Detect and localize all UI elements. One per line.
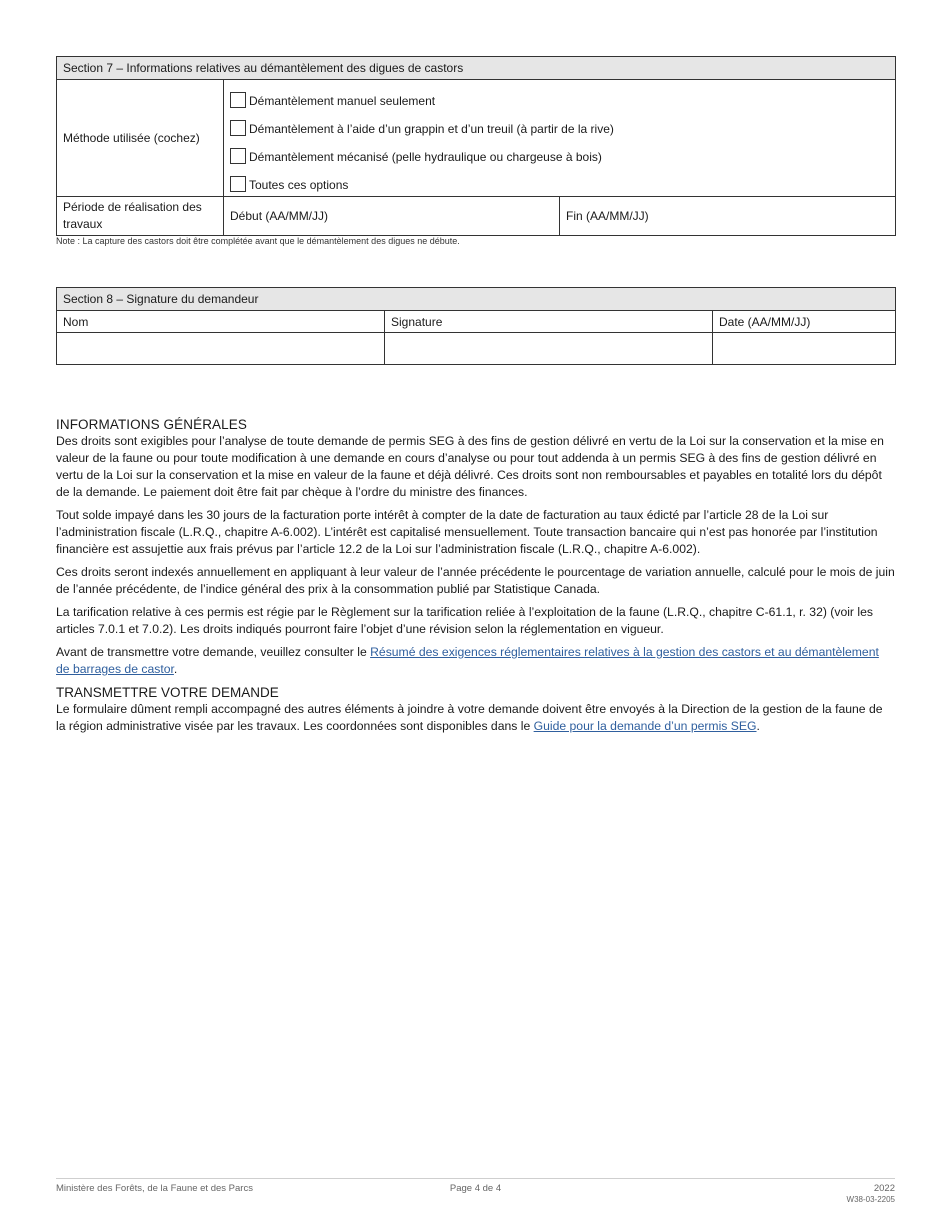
option-all	[230, 164, 889, 192]
name-input[interactable]	[63, 333, 378, 364]
form-code: W38-03-2205	[846, 1195, 895, 1204]
section-7-table	[56, 56, 896, 236]
consult-prefix: Avant de transmettre votre demande, veuillez consulter le	[56, 645, 371, 659]
consult-paragraph	[56, 644, 895, 678]
transmit-heading: TRANSMETTRE VOTRE DEMANDE	[56, 685, 279, 700]
general-information	[56, 416, 895, 684]
interest-paragraph: Tout solde impayé dans les 30 jours de la facturation porte intérêt à compter de la date de facturation au taux édicté par l’article 28 de la Loi sur l’administration fiscale (L.R.Q., chapitre A-6.002). L’intérêt est capitalisé mensuellement. Toute transaction bancaire qui n’est pas honorée par l’institution financière est assujettie aux frais prévus par l’article 12.2 de la Loi sur l’administration fiscale (L.R.Q., chapitre A-6.002).	[56, 508, 878, 556]
option-mechanized-label: Démantèlement mécanisé (pelle hydraulique ou chargeuse à bois)	[249, 150, 602, 164]
method-label: Méthode utilisée (cochez)	[57, 80, 224, 197]
regulatory-summary-link[interactable]: Résumé des exigences réglementaires relatives à la gestion des castors et au démantèlement de barrages de castor	[56, 645, 879, 676]
transmit-suffix: .	[756, 719, 760, 733]
method-options	[224, 80, 896, 197]
transmit-section	[56, 684, 895, 735]
transmit-prefix: Le formulaire dûment rempli accompagné des autres éléments à joindre à votre demande doivent être envoyés à la Direction de la gestion de la faune de la région administrative visée par les travaux. Les coordonnées sont disponibles dans le	[56, 702, 883, 733]
section-7-note: Note : La capture des castors doit être complétée avant que le démantèlement des digues ne débute.	[56, 236, 460, 246]
section-7-title: Section 7 – Informations relatives au démantèlement des digues de castors	[57, 57, 896, 80]
period-label: Période de réalisation des travaux	[57, 197, 224, 236]
checkbox-grapple[interactable]	[230, 120, 246, 136]
ministry-name: Ministère des Forêts, de la Faune et des Parcs	[56, 1183, 253, 1194]
general-information-heading: INFORMATIONS GÉNÉRALES	[56, 417, 247, 432]
date-input[interactable]	[719, 333, 889, 364]
seg-guide-link[interactable]: Guide pour la demande d’un permis SEG	[533, 719, 757, 733]
date-column-label: Date (AA/MM/JJ)	[713, 311, 896, 333]
option-manual	[230, 84, 889, 108]
option-mechanized	[230, 136, 889, 164]
signature-column-label: Signature	[385, 311, 713, 333]
section-8-table	[56, 287, 896, 365]
footer-right	[847, 1183, 895, 1205]
indexation-paragraph: Ces droits seront indexés annuellement en appliquant à leur valeur de l’année précédente le pourcentage de variation annuelle, calculé pour le mois de juin de l’année précédente, de l’indice général des prix à la consommation publié par Statistique Canada.	[56, 565, 895, 596]
transmit-paragraph	[56, 701, 895, 735]
signature-input[interactable]	[391, 333, 706, 364]
start-date-field[interactable]: Début (AA/MM/JJ)	[224, 197, 560, 236]
option-grapple-label: Démantèlement à l’aide d’un grappin et d’un treuil (à partir de la rive)	[249, 122, 614, 136]
option-manual-label: Démantèlement manuel seulement	[249, 94, 436, 108]
checkbox-all[interactable]	[230, 176, 246, 192]
form-year: 2022	[873, 1183, 895, 1194]
page-number: Page 4 de 4	[449, 1183, 502, 1194]
checkbox-mechanized[interactable]	[230, 148, 246, 164]
end-date-field[interactable]: Fin (AA/MM/JJ)	[560, 197, 896, 236]
fees-paragraph: Des droits sont exigibles pour l’analyse de toute demande de permis SEG à des fins de gestion délivré en vertu de la Loi sur la conservation et la mise en valeur de la faune ou pour toute modification à une demande en cours d’analyse ou pour tout addenda à un permis SEG à des fins de gestion délivré en vertu de la Loi sur la conservation et la mise en valeur de la faune et déjà délivré. Ces droits sont non remboursables et payables en totalité lors du dépôt de la demande. Le paiement doit être fait par chèque à l’ordre du ministre des finances.	[56, 434, 884, 499]
option-grapple	[230, 108, 889, 136]
name-column-label: Nom	[57, 311, 385, 333]
checkbox-manual[interactable]	[230, 92, 246, 108]
tariff-paragraph: La tarification relative à ces permis est régie par le Règlement sur la tarification reliée à l’exploitation de la faune (L.R.Q., chapitre C-61.1, r. 32) (voir les articles 7.0.1 et 7.0.2). Les droits indiqués pourront faire l’objet d’une révision selon la réglementation en vigueur.	[56, 605, 873, 636]
section-8-title: Section 8 – Signature du demandeur	[57, 288, 896, 311]
option-all-label: Toutes ces options	[249, 178, 349, 192]
consult-suffix: .	[173, 662, 178, 676]
page-footer	[56, 1178, 895, 1204]
